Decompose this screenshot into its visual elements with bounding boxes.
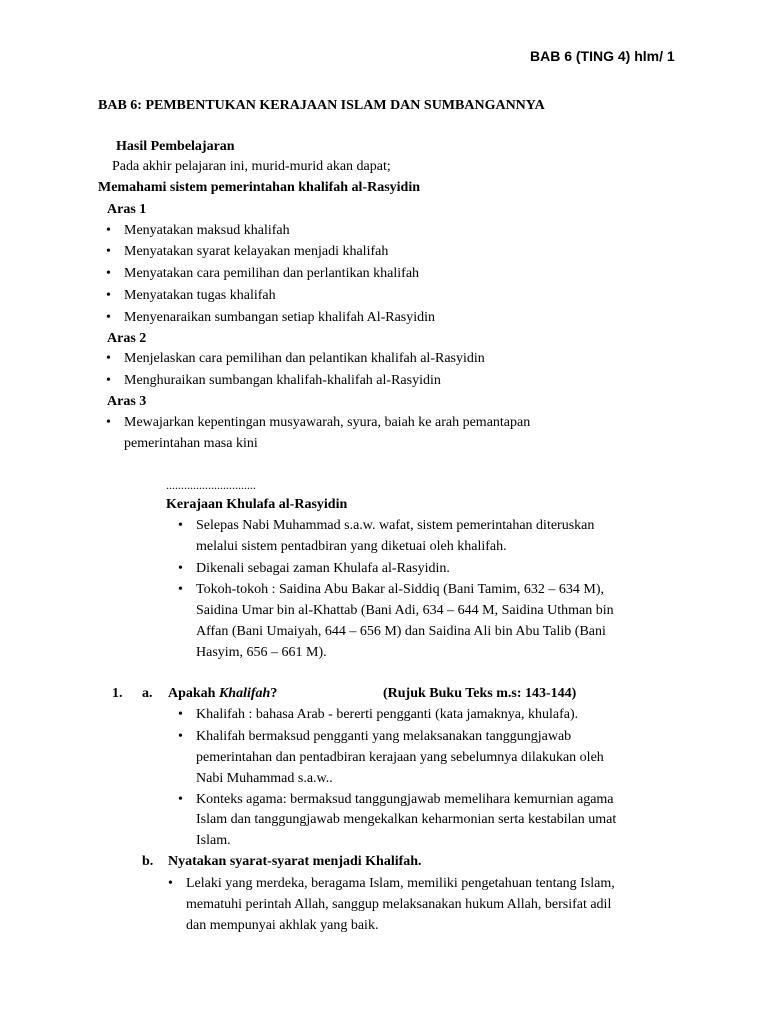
- part-a-item-cont: Nabi Muhammad s.a.w..: [196, 771, 333, 786]
- part-a-item: • Khalifah bermaksud pengganti yang melaksanakan tanggungjawab: [196, 729, 571, 745]
- level-3-item-cont: pemerintahan masa kini: [124, 436, 258, 451]
- khulafa-item-cont: Affan (Bani Umaiyah, 644 – 656 M) dan Saidina Ali bin Abu Talib (Bani: [196, 624, 606, 639]
- part-a-question-prefix: Apakah: [168, 686, 219, 701]
- part-b-item-cont: dan mempunyai akhlak yang baik.: [186, 918, 379, 933]
- level-2-item: • Menjelaskan cara pemilihan dan pelantikan khalifah al-Rasyidin: [124, 351, 485, 367]
- part-a-question: [168, 686, 277, 702]
- level-1-item: • Menyatakan maksud khalifah: [124, 223, 290, 239]
- level-3-item: • Mewajarkan kepentingan musyawarah, syura, baiah ke arah pemantapan: [124, 415, 530, 431]
- khulafa-heading: Kerajaan Khulafa al-Rasyidin: [166, 497, 348, 512]
- level-1-item: • Menyenaraikan sumbangan setiap khalifah Al-Rasyidin: [124, 310, 435, 326]
- part-a-letter: a.: [142, 686, 153, 701]
- level-1-label: Aras 1: [107, 202, 147, 217]
- part-a-question-suffix: ?: [270, 686, 278, 701]
- part-a-item-cont: Islam.: [196, 833, 231, 848]
- khulafa-item: • Selepas Nabi Muhammad s.a.w. wafat, sistem pemerintahan diteruskan: [196, 518, 594, 534]
- part-a-reference: (Rujuk Buku Teks m.s: 143-144): [383, 686, 577, 701]
- khulafa-item: • Dikenali sebagai zaman Khulafa al-Rasyidin.: [196, 561, 450, 577]
- level-2-label: Aras 2: [107, 331, 147, 346]
- khulafa-item: • Tokoh-tokoh : Saidina Abu Bakar al-Siddiq (Bani Tamim, 632 – 634 M),: [196, 582, 604, 598]
- part-b-item-cont: mematuhi perintah Allah, sanggup melaksanakan hukum Allah, bersifat adil: [186, 897, 612, 912]
- part-a-item-cont: pemerintahan dan pentadbiran kerajaan yang sebelumnya dilakukan oleh: [196, 750, 604, 765]
- level-3-label: Aras 3: [107, 394, 147, 409]
- level-1-item: • Menyatakan syarat kelayakan menjadi khalifah: [124, 244, 388, 260]
- khulafa-item-cont: Saidina Umar bin al-Khattab (Bani Adi, 634 – 644 M, Saidina Uthman bin: [196, 603, 614, 618]
- outcomes-intro: Pada akhir pelajaran ini, murid-murid akan dapat;: [112, 159, 391, 174]
- part-b-letter: b.: [142, 854, 154, 869]
- part-a-question-term: Khalifah: [218, 686, 271, 701]
- page-header-label: BAB 6 (TING 4) hlm/ 1: [530, 48, 675, 64]
- question-number: 1.: [112, 686, 123, 701]
- chapter-title: BAB 6: PEMBENTUKAN KERAJAAN ISLAM DAN SUMBANGANNYA: [98, 98, 545, 113]
- outcomes-goal: Memahami sistem pemerintahan khalifah al-Rasyidin: [98, 180, 421, 195]
- khulafa-item-cont: melalui sistem pentadbiran yang diketuai oleh khalifah.: [196, 539, 507, 554]
- part-b-question: Nyatakan syarat-syarat menjadi Khalifah.: [168, 854, 422, 869]
- part-a-item: • Konteks agama: bermaksud tanggungjawab memelihara kemurnian agama: [196, 792, 614, 808]
- dotted-separator: ..............................: [166, 478, 256, 492]
- level-2-item: • Menghuraikan sumbangan khalifah-khalifah al-Rasyidin: [124, 373, 441, 389]
- outcomes-heading: Hasil Pembelajaran: [116, 139, 235, 154]
- part-a-item: • Khalifah : bahasa Arab - bererti pengganti (kata jamaknya, khulafa).: [196, 707, 578, 723]
- part-a-item-cont: Islam dan tanggungjawab mengekalkan keharmonian serta kestabilan umat: [196, 812, 617, 827]
- part-b-item: • Lelaki yang merdeka, beragama Islam, memiliki pengetahuan tentang Islam,: [186, 876, 615, 892]
- level-1-item: • Menyatakan cara pemilihan dan perlantikan khalifah: [124, 266, 419, 282]
- level-1-item: • Menyatakan tugas khalifah: [124, 288, 276, 304]
- khulafa-item-cont: Hasyim, 656 – 661 M).: [196, 645, 327, 660]
